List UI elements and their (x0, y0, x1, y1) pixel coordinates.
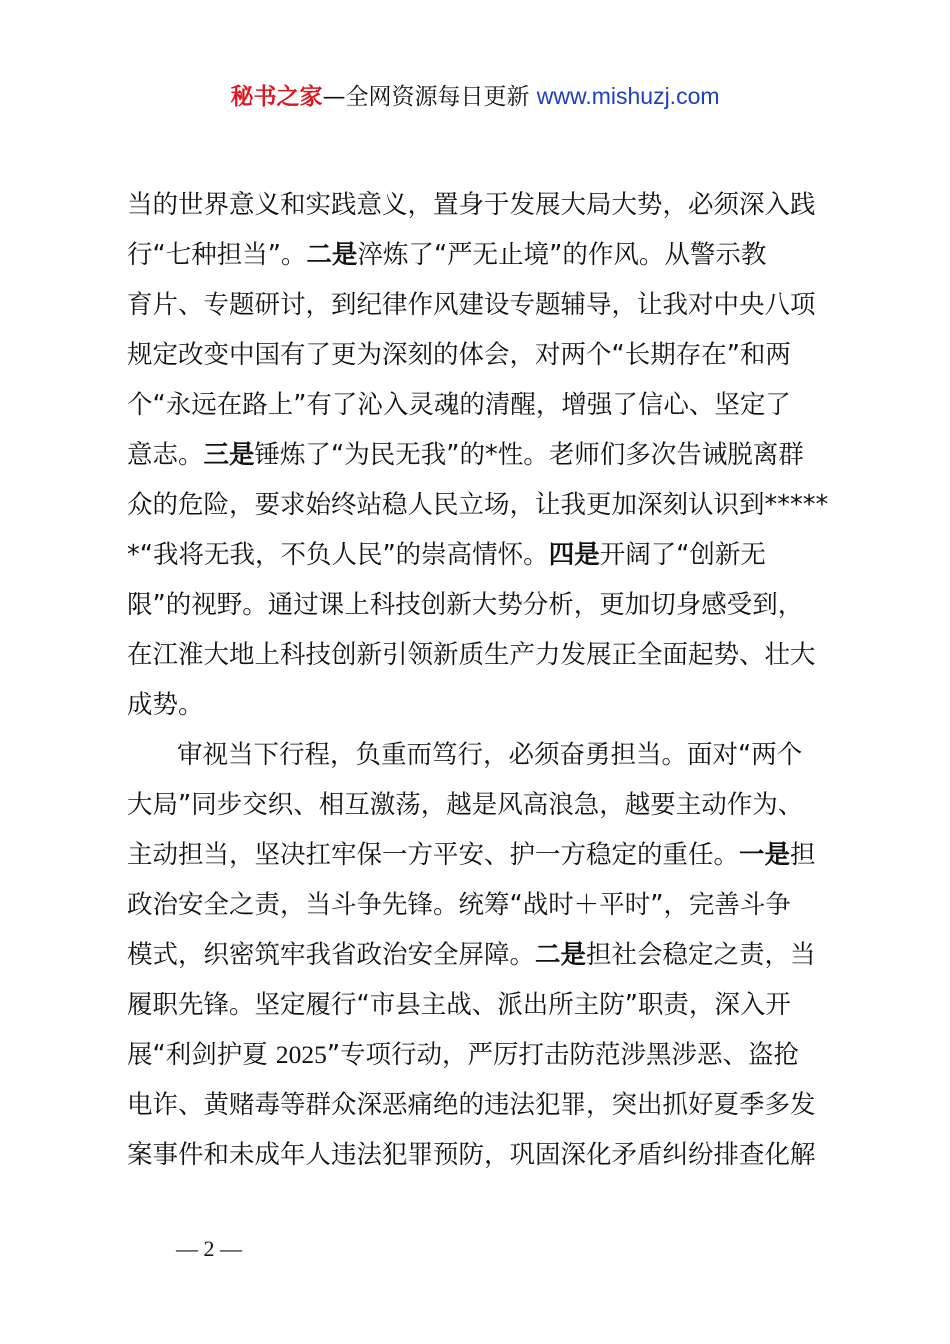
site-header (0, 80, 950, 113)
text-segment: 当的世界意义和实践意义，置身于发展大局大势，必须深入践 (127, 190, 816, 220)
text-line (127, 230, 833, 280)
brand-name: 秘书之家 (230, 84, 323, 110)
text-line (127, 1080, 833, 1130)
text-line (127, 180, 833, 230)
text-segment: *“我将无我，不负人民”的崇高情怀。 (127, 540, 549, 570)
bold-marker: 三是 (203, 440, 255, 470)
text-segment: 个“永远在路上”有了沁入灵魂的清醒，增强了信心、坚定了 (127, 390, 791, 420)
bold-marker: 四是 (548, 540, 600, 570)
text-segment: 主动担当，坚决扛牢保一方平安、护一方稳定的重任。 (127, 840, 740, 870)
text-segment: 意志。 (127, 440, 204, 470)
document-body (127, 180, 833, 1180)
header-slogan: —全网资源每日更新 (322, 84, 530, 110)
text-line (127, 880, 833, 930)
text-segment: 担 (790, 840, 816, 870)
text-segment: 审视当下行程，负重而笃行，必须奋勇担当。面对“两个 (177, 740, 803, 770)
text-line (127, 380, 833, 430)
text-segment: 淬炼了“严无止境”的作风。从警示教 (357, 240, 767, 270)
text-line (127, 930, 833, 980)
bold-marker: 一是 (739, 840, 791, 870)
text-line (127, 730, 833, 780)
text-segment: 担社会稳定之责，当 (586, 940, 816, 970)
text-line (127, 480, 833, 530)
text-segment: 展“利剑护夏 (127, 1040, 276, 1070)
text-line (127, 330, 833, 380)
text-segment: 成势。 (127, 690, 204, 720)
text-segment: 电诈、黄赌毒等群众深恶痛绝的违法犯罪，突出抓好夏季多发 (127, 1090, 816, 1120)
text-segment: ”专项行动，严厉打击防范涉黑涉恶、盗抢 (326, 1040, 800, 1070)
site-url-link[interactable]: www.mishuzj.com (536, 83, 720, 109)
text-segment: 案事件和未成年人违法犯罪预防，巩固深化矛盾纠纷排查化解 (127, 1140, 816, 1170)
text-line (127, 630, 833, 680)
text-segment: 开阔了“创新无 (599, 540, 766, 570)
text-segment: 众的危险，要求始终站稳人民立场，让我更加深刻认识到***** (127, 490, 829, 520)
bold-marker: 二是 (306, 240, 358, 270)
text-line (127, 980, 833, 1030)
text-segment: 育片、专题研讨，到纪律作风建设专题辅导，让我对中央八项 (127, 290, 816, 320)
bold-marker: 二是 (535, 940, 587, 970)
text-line (127, 580, 833, 630)
text-segment: 在江淮大地上科技创新引领新质生产力发展正全面起势、壮大 (127, 640, 816, 670)
text-segment: 限”的视野。通过课上科技创新大势分析，更加切身感受到， (127, 590, 804, 620)
text-line (127, 780, 833, 830)
text-segment: 行“七种担当”。 (127, 240, 307, 270)
text-line (127, 830, 833, 880)
text-segment: 大局”同步交织、相互激荡，越是风高浪急，越要主动作为、 (127, 790, 804, 820)
text-segment: 锤炼了“为民无我”的*性。老师们多次告诫脱离群 (254, 440, 804, 470)
text-segment: 规定改变中国有了更为深刻的体会，对两个“长期存在”和两 (127, 340, 791, 370)
page-number: — 2 — (176, 1236, 242, 1261)
text-segment: 政治安全之责，当斗争先锋。统筹“战时＋平时”，完善斗争 (127, 890, 791, 920)
text-segment: 2025 (275, 1040, 327, 1069)
text-line (127, 1030, 833, 1080)
text-line (127, 430, 833, 480)
text-line (127, 530, 833, 580)
text-segment: 履职先锋。坚定履行“市县主战、派出所主防”职责，深入开 (127, 990, 791, 1020)
text-segment: 模式，织密筑牢我省政治安全屏障。 (127, 940, 536, 970)
text-line (127, 1130, 833, 1180)
text-line (127, 680, 833, 730)
text-line (127, 280, 833, 330)
